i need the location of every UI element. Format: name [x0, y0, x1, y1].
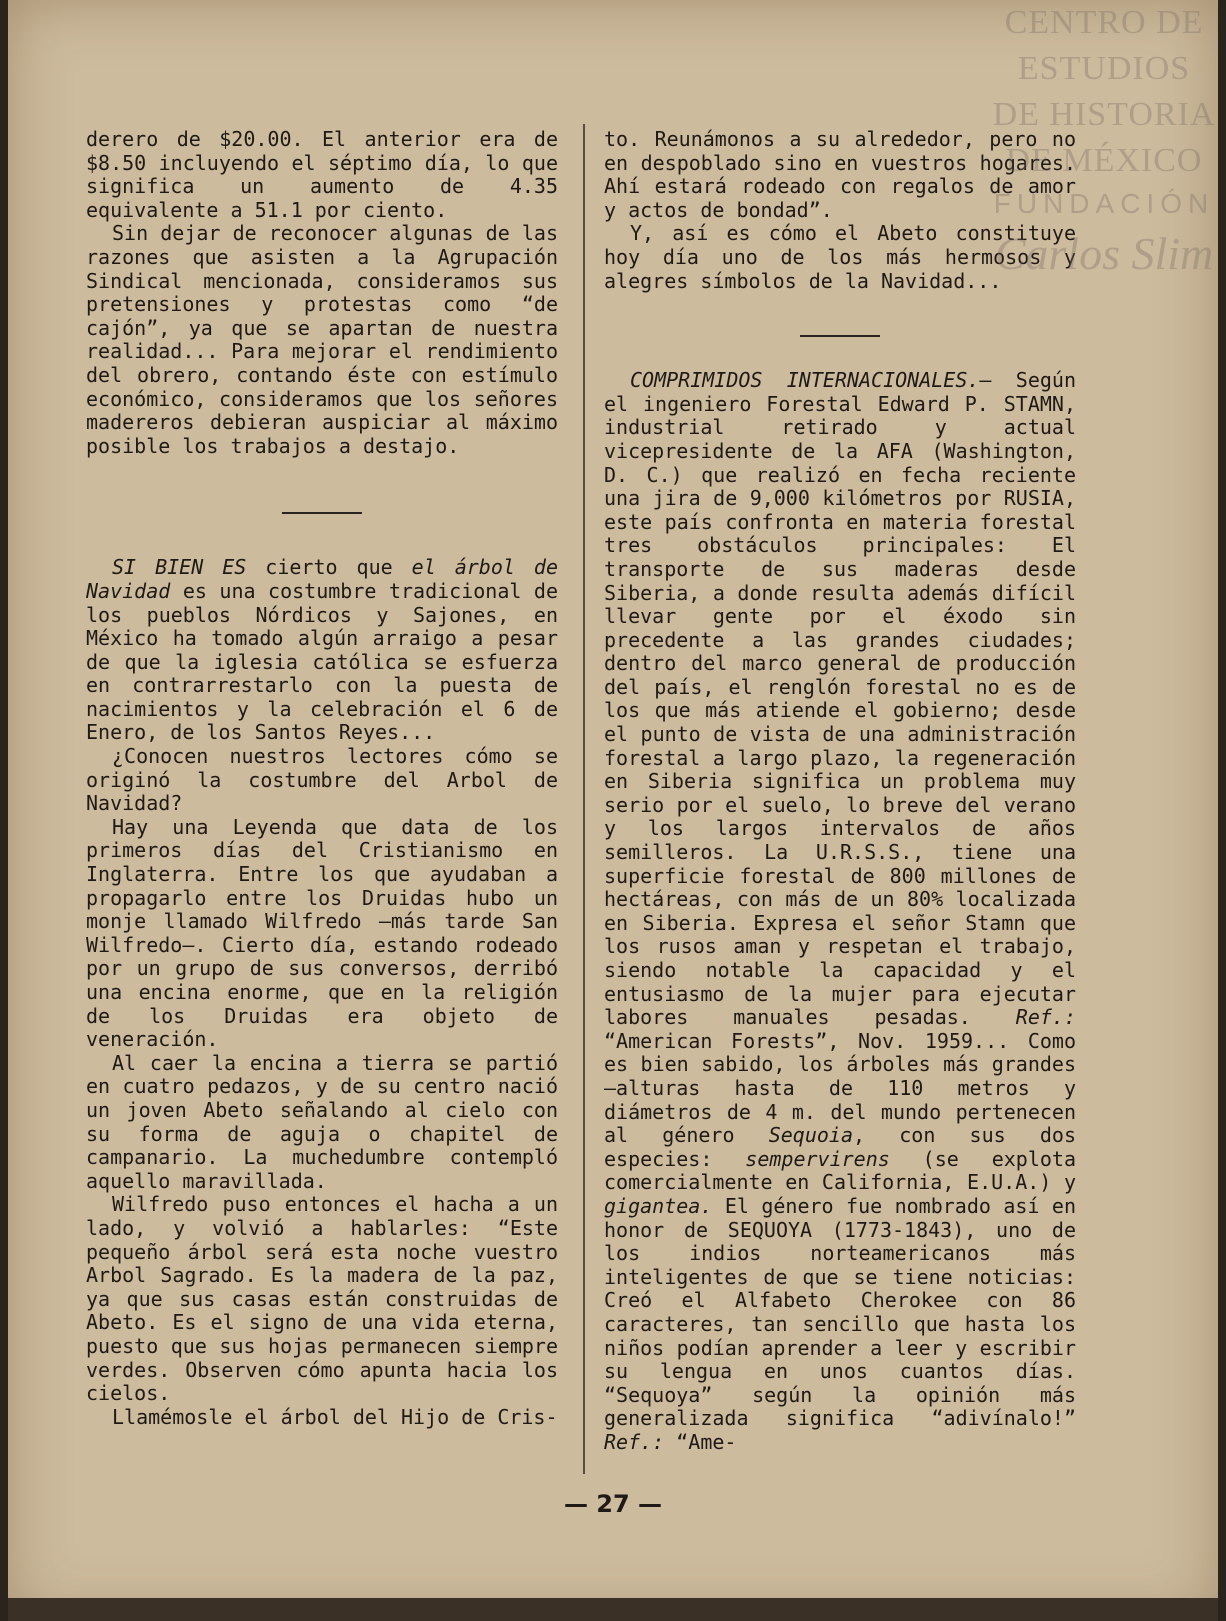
section-lead-comprimidos: COMPRIMIDOS INTERNACIONALES.	[630, 368, 980, 393]
left-column	[86, 128, 558, 1429]
left-paragraph-7: Wilfredo puso entonces el hacha a un lado, y volvió a hablarles: “Este pequeño árbol será esta noche vuestro Arbol Sagrado. Es la madera de la paz, ya que sus casas están construidas de Abeto. Es el signo de una vida eterna, puesto que sus hojas permanecen siempre verdes. Observen cómo apunta hacia los cielos.	[86, 1192, 558, 1406]
right-paragraph-1: to. Reunámonos a su alrededor, pero no en despoblado sino en vuestros hogares. Ahí estará rodeado con regalos de amor y actos de bondad”.	[604, 127, 1076, 222]
column-divider	[583, 124, 585, 1474]
watermark-line-1: CENTRO DE	[1004, 4, 1204, 41]
page-bottom-edge	[8, 1598, 1218, 1621]
watermark-line-4: DE MÉXICO	[1005, 142, 1203, 179]
section-lead-si-bien-es: SI BIEN ES	[112, 555, 247, 580]
left-paragraph-3: SI BIEN ES cierto que el árbol de Navidad es una costumbre tradicional de los pueblos Nórdicos y Sajones, en México ha tomado algún arraigo a pesar de que la iglesia católica se esfuerza en contrarrestarlo con la puesta de nacimientos y la celebración el 6 de Enero, de los Santos Reyes...	[86, 555, 559, 745]
watermark-signature: Carlos Slim	[994, 228, 1214, 279]
watermark-line-3: DE HISTORIA	[992, 96, 1216, 133]
watermark-line-2: ESTUDIOS	[1017, 50, 1191, 87]
left-paragraph-6: Al caer la encina a tierra se partió en cuatro pedazos, y de su centro nació un joven Abeto señalando al cielo con su forma de aguja o chapitel de campanario. La muchedumbre contempló aquello maravillada.	[86, 1050, 558, 1193]
right-paragraph-2: Y, así es cómo el Abeto constituye hoy día uno de los más hermosos y alegres símbolos de la Navidad...	[604, 221, 1076, 293]
archive-watermark	[982, 0, 1226, 310]
left-paragraph-2: Sin dejar de reconocer algunas de las razones que asisten a la Agrupación Sindical mencionada, consideramos sus pretensiones y protestas como “de cajón”, ya que se apartan de nuestra realidad... Para mejorar el rendimiento del obrero, contando éste con estímulo económico, consideramos que los señores madereros debieran auspiciar al máximo posible los trabajos a destajo.	[86, 221, 558, 458]
left-paragraph-4: ¿Conocen nuestros lectores cómo se originó la costumbre del Arbol de Navidad?	[86, 744, 558, 816]
right-paragraph-3: COMPRIMIDOS INTERNACIONALES.— Según el ingeniero Forestal Edward P. STAMN, industrial retirado y actual vicepresidente de la AFA (Washington, D. C.) que realizó en fecha reciente una jira de 9,000 kilómetros por RUSIA, este país confronta en materia forestal tres obstáculos principales: El transporte de sus maderas desde Siberia, a donde resulta además difícil llevar gente por el éxodo sin precedente a las grandes ciudades; dentro del marco general de producción del país, el renglón forestal no es de los que más atiende el gobierno; desde el punto de vista de una administración forestal a largo plazo, la regeneración en Siberia significa un problema muy serio por el suelo, lo breve del verano y los largos intervalos de años semilleros. La U.R.S.S., tiene una superficie forestal de 800 millones de hectáreas, con más de un 80% localizada en Siberia. Expresa el señor Stamn que los rusos aman y respetan el trabajo, siendo notable la capacidad y el entusiasmo de la mujer para ejecutar labores manuales pesadas. Ref.: “American Forests”, Nov. 1959... Como es bien sabido, los árboles más grandes —alturas hasta de 110 metros y diámetros de 4 m. del mundo pertenecen al género Sequoia, con sus dos especies: sempervirens (se explota comercialmente en California, E.U.A.) y gigantea. El género fue nombrado así en honor de SEQUOYA (1773-1843), uno de los indios norteamericanos más inteligentes de que se tiene noticias: Creó el Alfabeto Cherokee con 86 caracteres, tan sencillo que hasta los niños podían aprender a leer y escribir su lengua en unos cuantos días. “Sequoya” según la opinión más generalizada significa “adivínalo!” Ref.: “Ame-	[604, 368, 1076, 1454]
left-paragraph-1: derero de $20.00. El anterior era de $8.50 incluyendo el séptimo día, lo que significa un aumento de 4.35 equivalente a 51.1 por ciento.	[86, 127, 558, 222]
left-paragraph-8: Llamémosle el árbol del Hijo de Cris-	[112, 1404, 558, 1429]
watermark-foundation: FUNDACIÓN	[993, 188, 1215, 219]
right-column	[604, 128, 1076, 1454]
left-paragraph-5: Hay una Leyenda que data de los primeros días del Cristianismo en Inglaterra. Entre los que ayudaban a propagarlo entre los Druidas hubo un monje llamado Wilfredo —más tarde San Wilfredo—. Cierto día, estando rodeado por un grupo de sus conversos, derribó una encina enorme, que en la religión de los Druidas era objeto de veneración.	[86, 814, 558, 1052]
page-number: — 27 —	[563, 1490, 663, 1518]
